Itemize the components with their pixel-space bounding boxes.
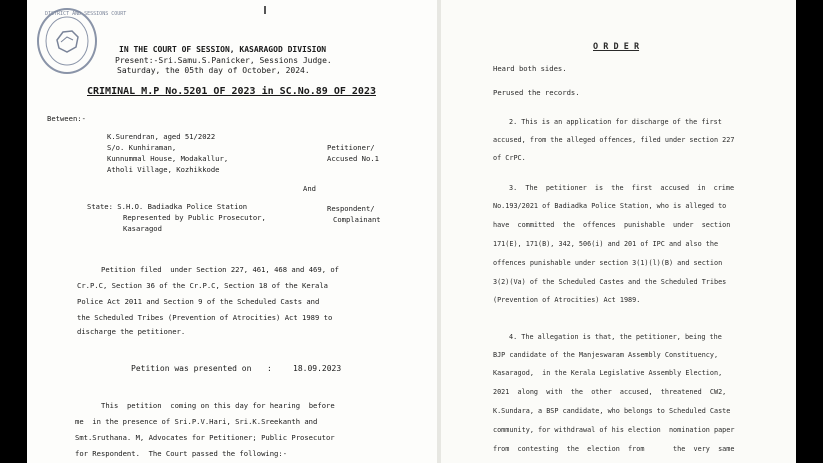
respondent-role-complainant: Complainant bbox=[333, 215, 381, 224]
hearing-line-1: This petition coming on this day for hearing before bbox=[101, 401, 335, 410]
heard-line: Heard both sides. bbox=[493, 64, 567, 73]
petition-line-2: Cr.P.C, Section 36 of the Cr.P.C, Section 18 of the Kerala bbox=[77, 281, 328, 290]
para3-line-2: No.193/2021 of Badiadka Police Station, who is alleged to bbox=[493, 202, 727, 210]
petition-line-3: Police Act 2011 and Section 9 of the Scheduled Casts and bbox=[77, 297, 320, 306]
para3-line-1: 3. The petitioner is the first accused in crime bbox=[509, 184, 735, 192]
order-title: O R D E R bbox=[593, 42, 640, 52]
seal-emblem-icon bbox=[39, 10, 95, 72]
right-document-page bbox=[441, 0, 796, 463]
seal-text: DISTRICT AND SESSIONS COURT bbox=[45, 11, 127, 17]
para3-line-3: have committed the offences punishable under section bbox=[493, 221, 731, 229]
between-label: Between:- bbox=[47, 114, 86, 123]
petitioner-house: Kunnummal House, Modakallur, bbox=[107, 154, 229, 163]
presented-label: Petition was presented on bbox=[131, 364, 252, 373]
case-title: CRIMINAL M.P No.5201 OF 2023 in SC.No.89 OF 2023 bbox=[87, 86, 376, 97]
state-line-2: Represented by Public Prosecutor, bbox=[123, 213, 266, 222]
para2-line-2: accused, from the alleged offences, filed under section 227 bbox=[493, 136, 735, 144]
presented-colon: : bbox=[267, 364, 272, 373]
para3-line-7: (Prevention of Atrocities) Act 1989. bbox=[493, 296, 641, 304]
para4-line-5: K.Sundara, a BSP candidate, who belongs to Scheduled Caste bbox=[493, 407, 731, 415]
petition-line-1: Petition filed under Section 227, 461, 468 and 469, of bbox=[101, 265, 339, 274]
para4-line-6: community, for withdrawal of his election nomination paper bbox=[493, 426, 735, 434]
petitioner-father: S/o. Kunhiraman, bbox=[107, 143, 177, 152]
hearing-line-3: Smt.Sruthana. M, Advocates for Petitioner; Public Prosecutor bbox=[75, 433, 335, 442]
respondent-role: Respondent/ bbox=[327, 204, 375, 213]
hearing-line-4: for Respondent. The Court passed the following:- bbox=[75, 449, 288, 458]
court-heading: IN THE COURT OF SESSION, KASARAGOD DIVISION bbox=[119, 45, 327, 54]
para4-line-2: BJP candidate of the Manjeswaram Assembly Constituency, bbox=[493, 351, 719, 359]
hearing-line-2: me in the presence of Sri.P.V.Hari, Sri.K.Sreekanth and bbox=[75, 417, 318, 426]
perused-line: Perused the records. bbox=[493, 88, 580, 97]
para2-line-3: of CrPC. bbox=[493, 154, 526, 162]
para4-line-3: Kasaragod, in the Kerala Legislative Assembly Election, bbox=[493, 369, 723, 377]
left-document-page bbox=[27, 0, 437, 463]
para4-line-1: 4. The allegation is that, the petitioner, being the bbox=[509, 333, 722, 341]
and-separator: And bbox=[303, 184, 316, 193]
petitioner-role-accused: Accused No.1 bbox=[327, 154, 379, 163]
para3-line-4: 171(E), 171(B), 342, 506(i) and 201 of IPC and also the bbox=[493, 240, 719, 248]
petitioner-village: Atholi Village, Kozhikkode bbox=[107, 165, 220, 174]
petitioner-name: K.Surendran, aged 51/2022 bbox=[107, 132, 216, 141]
para4-line-4: 2021 along with the other accused, threatened CW2, bbox=[493, 388, 727, 396]
state-line-1: State: S.H.O. Badiadka Police Station bbox=[87, 202, 248, 211]
petition-line-5: discharge the petitioner. bbox=[77, 327, 186, 336]
para3-line-6: 3(2)(Va) of the Scheduled Castes and the Scheduled Tribes bbox=[493, 278, 727, 286]
petition-line-4: the Scheduled Tribes (Prevention of Atrocities) Act 1989 to bbox=[77, 313, 333, 322]
presented-date: 18.09.2023 bbox=[293, 364, 342, 373]
petitioner-role: Petitioner/ bbox=[327, 143, 375, 152]
para2-line-1: 2. This is an application for discharge of the first bbox=[509, 118, 722, 126]
state-line-3: Kasaragod bbox=[123, 224, 162, 233]
para3-line-5: offences punishable under section 3(1)(l)(B) and section bbox=[493, 259, 723, 267]
present-line: Present:-Sri.Samu.S.Panicker, Sessions Judge. bbox=[115, 56, 332, 65]
date-line: Saturday, the 05th day of October, 2024. bbox=[117, 66, 310, 75]
para4-line-7: from contesting the election from the very same bbox=[493, 445, 735, 453]
page-mark bbox=[264, 6, 266, 14]
court-seal bbox=[37, 8, 127, 74]
